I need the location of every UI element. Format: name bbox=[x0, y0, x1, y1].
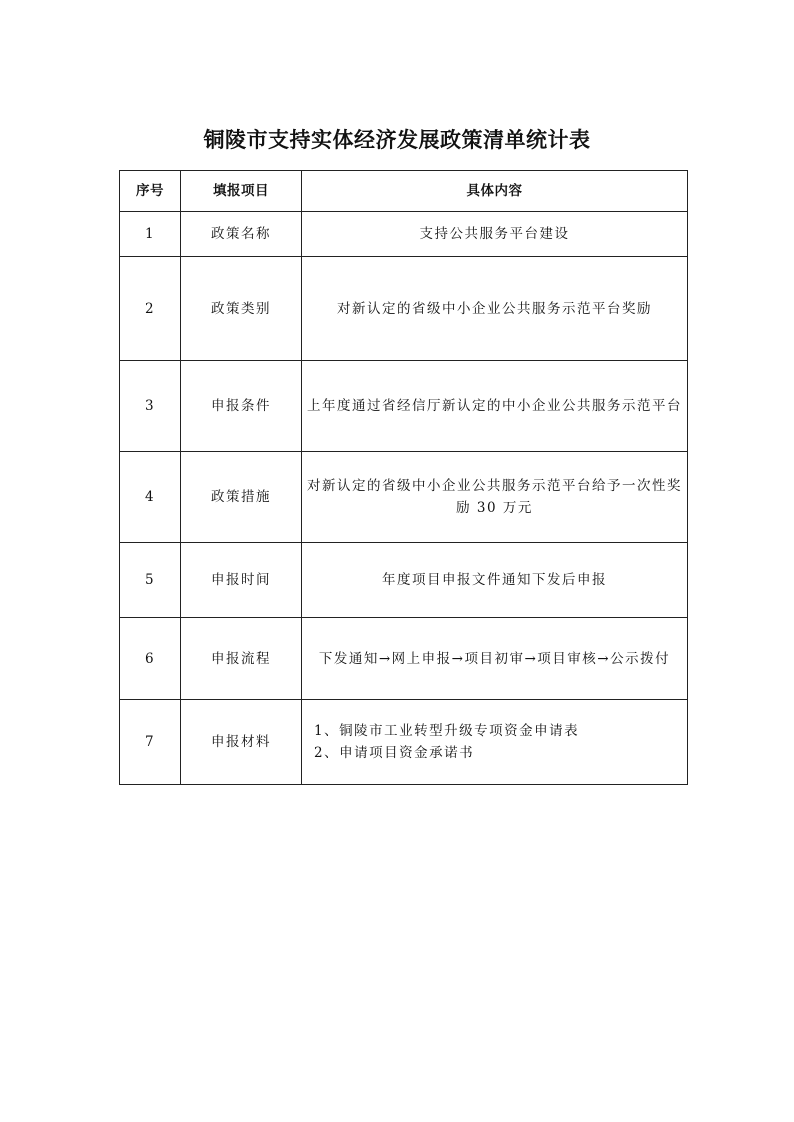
row-number: 2 bbox=[120, 257, 181, 361]
row-number: 1 bbox=[120, 212, 181, 257]
row-content: 支持公共服务平台建设 bbox=[302, 212, 688, 257]
policy-table bbox=[119, 170, 688, 785]
row-content: 对新认定的省级中小企业公共服务示范平台给予一次性奖励 30 万元 bbox=[302, 452, 688, 543]
material-line: 2、申请项目资金承诺书 bbox=[314, 745, 475, 761]
row-number: 4 bbox=[120, 452, 181, 543]
row-content: 下发通知→网上申报→项目初审→项目审核→公示拨付 bbox=[302, 618, 688, 700]
table-row bbox=[120, 212, 688, 257]
row-item: 申报时间 bbox=[181, 543, 302, 618]
table-header-row bbox=[120, 171, 688, 212]
table-row bbox=[120, 700, 688, 785]
row-number: 5 bbox=[120, 543, 181, 618]
row-item: 政策名称 bbox=[181, 212, 302, 257]
row-item: 申报条件 bbox=[181, 361, 302, 452]
row-content: 上年度通过省经信厅新认定的中小企业公共服务示范平台 bbox=[302, 361, 688, 452]
table-row bbox=[120, 543, 688, 618]
table-row bbox=[120, 361, 688, 452]
row-number: 7 bbox=[120, 700, 181, 785]
row-content: 对新认定的省级中小企业公共服务示范平台奖励 bbox=[302, 257, 688, 361]
row-number: 6 bbox=[120, 618, 181, 700]
table-row bbox=[120, 257, 688, 361]
header-item: 填报项目 bbox=[181, 171, 302, 212]
material-line: 1、铜陵市工业转型升级专项资金申请表 bbox=[314, 723, 580, 739]
row-content bbox=[302, 700, 688, 785]
row-item: 政策类别 bbox=[181, 257, 302, 361]
row-item: 申报流程 bbox=[181, 618, 302, 700]
row-number: 3 bbox=[120, 361, 181, 452]
page-title: 铜陵市支持实体经济发展政策清单统计表 bbox=[203, 127, 591, 152]
row-item: 政策措施 bbox=[181, 452, 302, 543]
table-row bbox=[120, 618, 688, 700]
row-content: 年度项目申报文件通知下发后申报 bbox=[302, 543, 688, 618]
row-item: 申报材料 bbox=[181, 700, 302, 785]
header-content: 具体内容 bbox=[302, 171, 688, 212]
header-no: 序号 bbox=[120, 171, 181, 212]
table-row bbox=[120, 452, 688, 543]
